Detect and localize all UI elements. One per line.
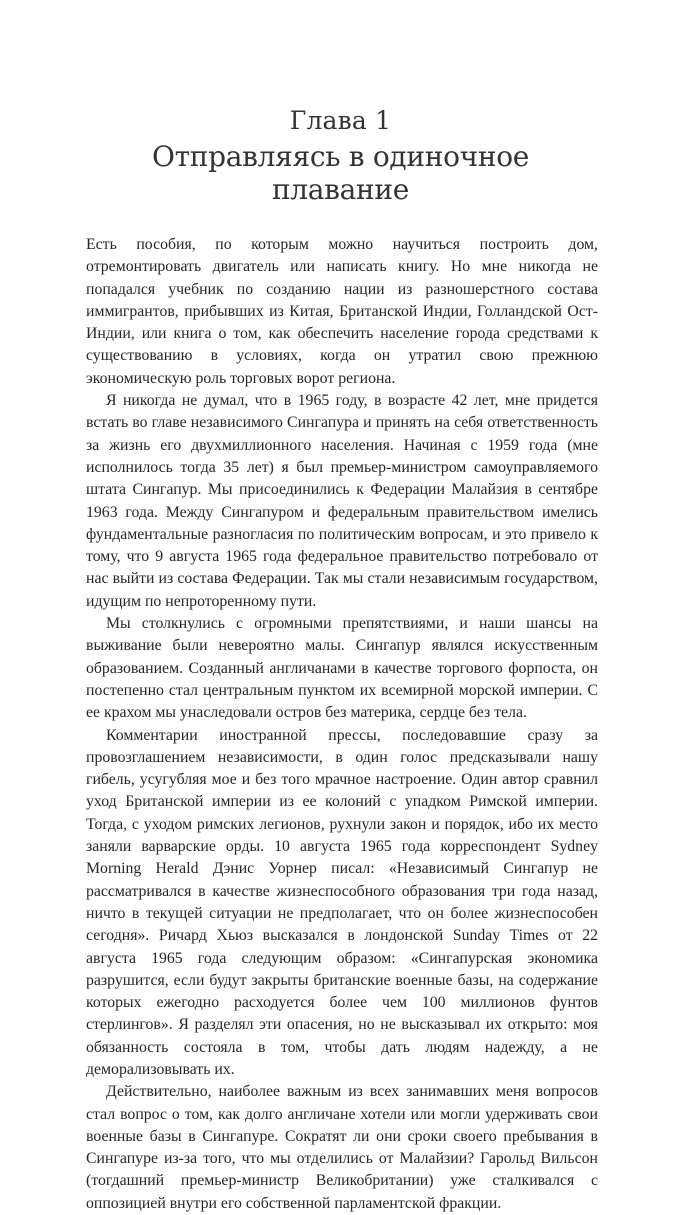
chapter-heading	[0, 106, 681, 206]
chapter-title-line-2: плавание	[271, 173, 410, 206]
chapter-title-line-1: Отправляясь в одиночное	[151, 140, 530, 173]
paragraph-4: Комментарии иностранной прессы, последовавшие сразу за провозглашением независимости, в один голос предсказывали нашу гибель, усугубляя мое и без того мрачное настроение. Один автор сравнил уход Британской империи из ее колоний с упадком Римской империи. Тогда, с уходом римских легионов, рухнули закон и порядок, ибо их место заняли варварские орды. 10 августа 1965 года корреспондент Sydney Morning Herald Дэнис Уорнер писал: «Независимый Сингапур не рассматривался в качестве жизнеспособного образования три года назад, ничто в текущей ситуации не предполагает, что он более жизнеспособен сегодня». Ричард Хьюз высказался в лондонской Sunday Times от 22 августа 1965 года следующим образом: «Сингапурская экономика разрушится, если будут закрыты британские военные базы, на содержание которых ежегодно расходуется более чем 100 миллионов фунтов стерлингов». Я разделял эти опасения, но не высказывал их открыто: моя обязанность состояла в том, чтобы дать людям надежду, а не деморализовывать их.	[86, 726, 598, 1078]
paragraph-2: Я никогда не думал, что в 1965 году, в возрасте 42 лет, мне придется встать во главе независимого Сингапура и принять на себя ответственность за жизнь его двухмиллионного населения. Начиная с 1959 года (мне исполнилось тогда 35 лет) я был премьер-министром самоуправляемого штата Сингапур. Мы присоединились к Федерации Малайзия в сентябре 1963 года. Между Сингапуром и федеральным правительством имелись фундаментальные разногласия по политическим вопросам, и это привело к тому, что 9 августа 1965 года федеральное правительство потребовало от нас выйти из состава Федерации. Так мы стали независимым государством, идущим по непроторенному пути.	[86, 392, 598, 610]
paragraph-3: Мы столкнулись с огромными препятствиями, и наши шансы на выживание были невероятно малы. Сингапур являлся искусственным образованием. Созданный англичанами в качестве торгового форпоста, он постепенно стал центральным пунктом их всемирной морской империи. С ее крахом мы унаследовали остров без материка, сердце без тела.	[86, 615, 598, 722]
chapter-title	[0, 140, 681, 206]
paragraph-1: Есть пособия, по которым можно научиться построить дом, отремонтировать двигатель или написать книгу. Но мне никогда не попадался учебник по созданию нации из разношерстного состава иммигрантов, прибывших из Китая, Британской Индии, Голландской Ост-Индии, или книга о том, как обеспечить население города средствами к существованию в условиях, когда он утратил свою прежнюю экономическую роль торговых ворот региона.	[86, 236, 598, 387]
chapter-label: Глава 1	[289, 106, 392, 135]
body-text	[86, 234, 598, 1215]
paragraph-5: Действительно, наиболее важным из всех занимавших меня вопросов стал вопрос о том, как долго англичане хотели или могли удерживать свои военные базы в Сингапуре. Сократят ли они сроки своего пребывания в Сингапуре из-за того, что мы отделились от Малайзии? Гарольд Вильсон (тогдашний премьер-министр Великобритании) уже сталкивался с оппозицией внутри его собственной парламентской фракции.	[86, 1083, 598, 1212]
